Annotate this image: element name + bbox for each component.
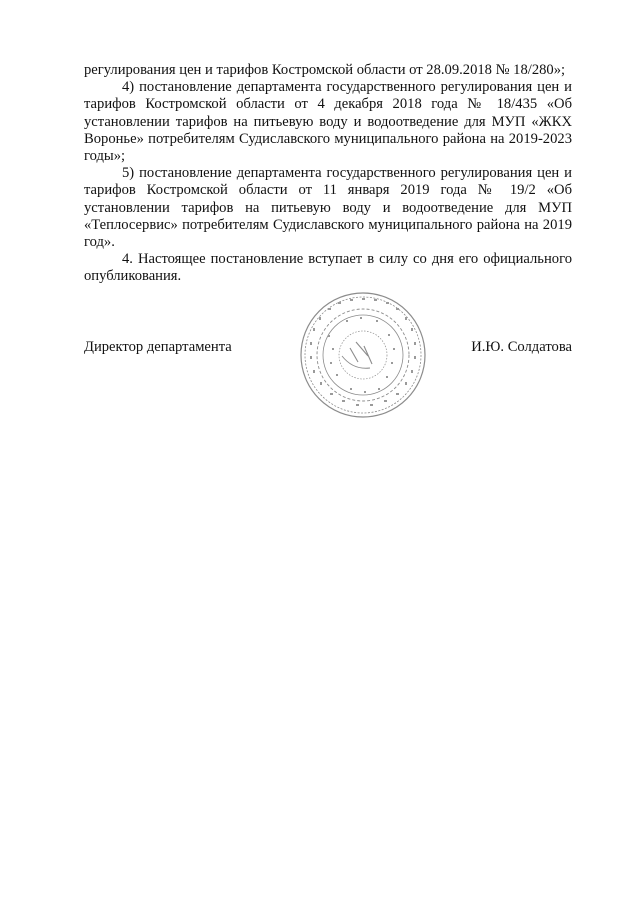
paragraph-item-5: 5) постановление департамента государственного регулирования цен и тарифов Костромской области от 11 января 2019 года № 19/2 «Об установлении тарифов на питьевую воду и водоотведение для МУП «Теплосервис» потребителям Судиславского муниципального района на 2019 год». bbox=[84, 165, 572, 251]
signature-row bbox=[84, 339, 572, 359]
paragraph-continuation: регулирования цен и тарифов Костромской области от 28.09.2018 № 18/280»; bbox=[84, 62, 566, 78]
signatory-position: Директор департамента bbox=[84, 339, 232, 355]
paragraph-clause-4: 4. Настоящее постановление вступает в силу со дня его официального опубликования. bbox=[84, 251, 572, 285]
signatory-name: И.Ю. Солдатова bbox=[471, 339, 572, 355]
paragraph-item-4: 4) постановление департамента государственного регулирования цен и тарифов Костромской области от 4 декабря 2018 года № 18/435 «Об установлении тарифов на питьевую воду и водоотведение для МУП «ЖКХ Воронье» потребителям Судиславского муниципального района на 2019-2023 годы»; bbox=[84, 79, 572, 165]
document-body bbox=[84, 62, 572, 286]
